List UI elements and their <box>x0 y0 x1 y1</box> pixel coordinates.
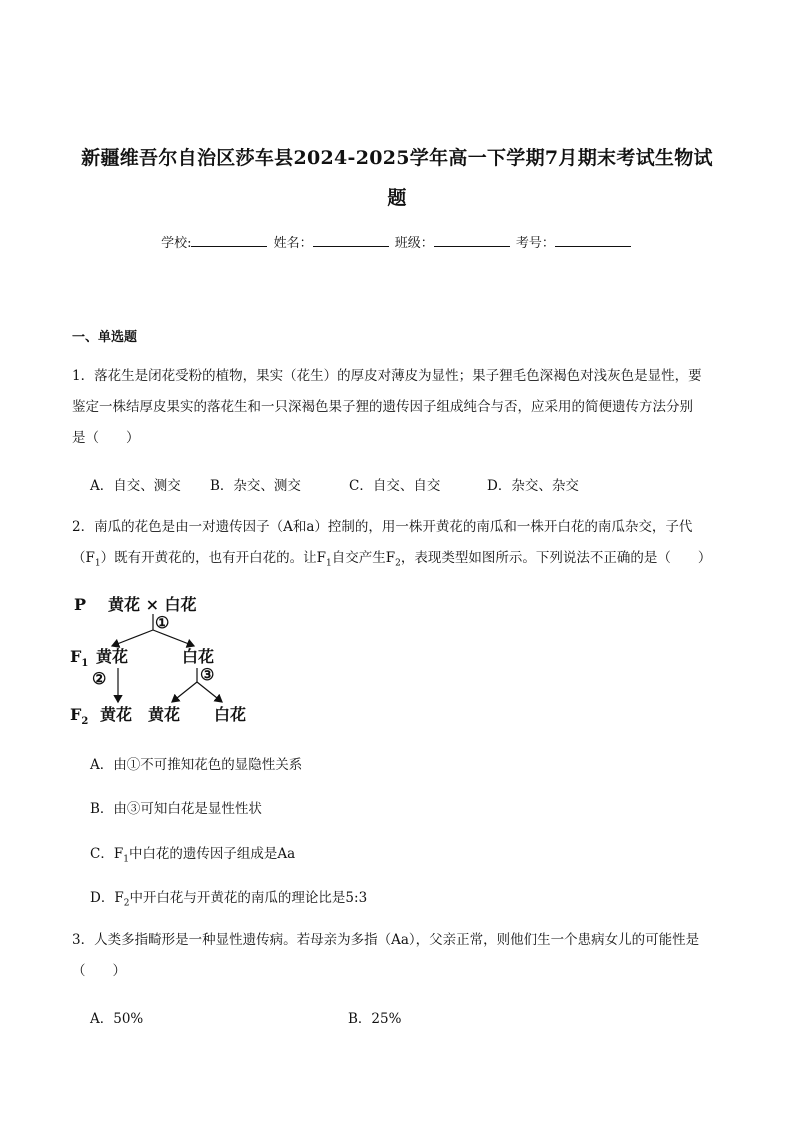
f2-yellow-flower-1: 黄花 <box>100 705 133 724</box>
q2-sub-3: 2 <box>395 558 401 569</box>
q2-option-c-prefix: C．F <box>90 846 124 862</box>
q2-option-d-sub: 2 <box>123 898 130 909</box>
q1-option-c[interactable]: C．自交、自交 <box>349 478 441 494</box>
q3-line-2: （ ） <box>72 963 126 979</box>
q3-option-b[interactable]: B．25% <box>348 1011 402 1027</box>
q2-sub-1: 1 <box>94 558 101 569</box>
q1-line-3: 是（ ） <box>72 430 140 446</box>
school-blank[interactable] <box>191 234 267 247</box>
q2-option-d[interactable] <box>90 886 367 909</box>
q2-text-d: ，表现类型如图所示。下列说法不正确的是（ ） <box>400 550 712 566</box>
step-3-label: ③ <box>200 665 215 684</box>
q1-option-b[interactable]: B．杂交、测交 <box>210 478 301 494</box>
question-2 <box>72 512 724 580</box>
school-label: 学校: <box>161 236 192 251</box>
genetics-cross-diagram <box>60 588 280 728</box>
question-3 <box>72 925 724 987</box>
name-label: 姓名： <box>273 236 313 251</box>
q2-option-b[interactable]: B．由③可知白花是显性性状 <box>90 801 262 817</box>
q1-option-a[interactable]: A．自交、测交 <box>90 478 181 494</box>
f1-label: $F_1$ <box>70 647 89 669</box>
q3-option-a[interactable]: A．50% <box>90 1011 144 1027</box>
q2-option-c[interactable] <box>90 842 295 865</box>
class-blank[interactable] <box>434 234 510 247</box>
q2-option-c-text: 中白花的遗传因子组成是Aa <box>128 846 296 862</box>
document-title <box>60 138 734 218</box>
section-heading: 一、单选题 <box>72 330 138 345</box>
f2-white-flower: 白花 <box>214 705 247 724</box>
step-1-label: ① <box>155 613 170 632</box>
f1-yellow-flower: 黄花 <box>96 647 129 666</box>
q3-line-1: 3．人类多指畸形是一种显性遗传病。若母亲为多指（Aa），父亲正常，则他们生一个患病女儿的可能性是 <box>72 932 700 948</box>
title-line-1: 新疆维吾尔自治区莎车县2024-2025学年高一下学期7月期末考试生物试 <box>81 147 713 169</box>
q2-sub-2: 1 <box>325 558 332 569</box>
q1-line-2: 鉴定一株结厚皮果实的落花生和一只深褐色果子狸的遗传因子组成纯合与否，应采用的简便遗传方法分别 <box>72 399 693 415</box>
q2-line-2 <box>72 543 724 580</box>
q1-option-d[interactable]: D．杂交、杂交 <box>487 478 579 494</box>
step-2-label: ② <box>92 669 107 688</box>
number-blank[interactable] <box>555 234 631 247</box>
p-cross-text: 黄花 × 白花 <box>108 595 197 614</box>
f2-yellow-flower-2: 黄花 <box>148 705 181 724</box>
class-label: 班级： <box>394 236 434 251</box>
p-label: P <box>74 595 87 614</box>
title-line-2: 题 <box>387 187 407 209</box>
q2-option-a[interactable]: A．由①不可推知花色的显隐性关系 <box>90 757 303 773</box>
q2-option-c-sub: 1 <box>123 854 129 865</box>
q1-line-1: 1．落花生是闭花受粉的植物，果实（花生）的厚皮对薄皮为显性；果子狸毛色深褐色对浅灰色是显性，要 <box>72 368 702 384</box>
q2-text-b: ）既有开黄花的，也有开白花的。让F <box>100 550 326 566</box>
q2-option-d-text: 中开白花与开黄花的南瓜的理论比是5:3 <box>129 890 368 906</box>
q2-line-1: 2．南瓜的花色是由一对遗传因子（A和a）控制的，用一株开黄花的南瓜和一株开白花的南瓜杂交，子代 <box>72 519 693 535</box>
f2-label: $F_2$ <box>70 705 89 727</box>
q2-text-a: （F <box>72 550 95 566</box>
question-1 <box>72 361 724 454</box>
student-info-row <box>0 232 794 251</box>
q2-text-c: 自交产生F <box>331 550 396 566</box>
f1-white-flower: 白花 <box>182 647 215 666</box>
name-blank[interactable] <box>313 234 389 247</box>
number-label: 考号： <box>515 236 555 251</box>
q2-option-d-prefix: D．F <box>90 890 124 906</box>
